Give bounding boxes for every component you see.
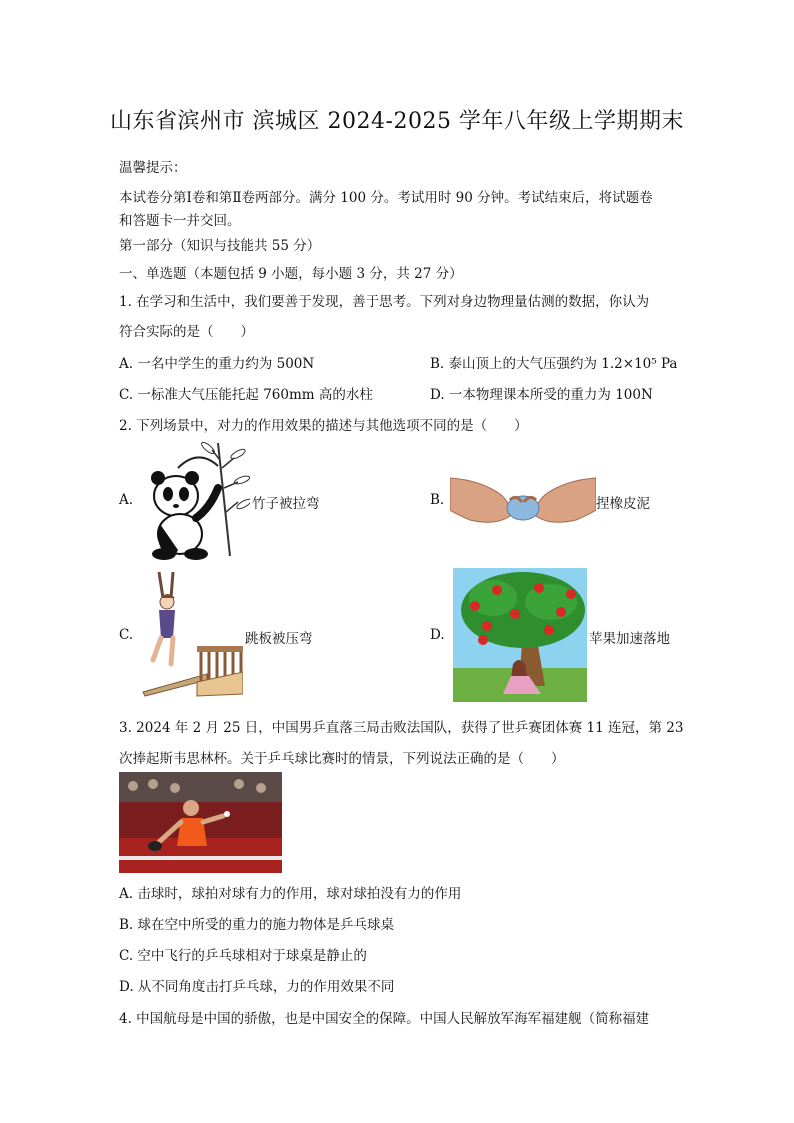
diving-board-image — [137, 568, 243, 698]
q1-option-d: D. 一本物理课本所受的重力为 100N — [430, 387, 653, 403]
q3-option-b: B. 球在空中所受的重力的施力物体是乒乓球桌 — [119, 917, 395, 933]
panda-bamboo-image — [138, 438, 250, 562]
q1-stem-line2: 符合实际的是（ ） — [119, 324, 254, 340]
q3-option-c: C. 空中飞行的乒乓球相对于球桌是静止的 — [119, 948, 367, 964]
hands-clay-image — [450, 470, 596, 530]
q3-stem-line1: 3. 2024 年 2 月 25 日，中国男乒直落三局击败法国队，获得了世乒赛团体赛 11 连冠，第 23 — [119, 720, 684, 736]
tip-line-1: 本试卷分第Ⅰ卷和第Ⅱ卷两部分。满分 100 分。考试用时 90 分钟。考试结束后，将试题卷 — [119, 190, 653, 206]
q1-stem-line1: 1. 在学习和生活中，我们要善于发现，善于思考。下列对身边物理量估测的数据，你认为 — [119, 294, 650, 310]
q2-option-c-caption: 跳板被压弯 — [245, 631, 313, 647]
section1-heading: 一、单选题（本题包括 9 小题，每小题 3 分，共 27 分） — [119, 266, 463, 282]
q2-option-c-letter: C. — [119, 627, 134, 643]
q2-option-d-letter: D. — [430, 627, 445, 643]
q3-stem-line2: 次捧起斯韦思林杯。关于乒乓球比赛时的情景，下列说法正确的是（ ） — [119, 751, 565, 767]
q2-option-a-caption: 竹子被拉弯 — [252, 496, 320, 512]
q1-option-a: A. 一名中学生的重力约为 500N — [119, 356, 315, 372]
q2-option-b-caption: 捏橡皮泥 — [596, 496, 650, 512]
table-tennis-photo — [119, 772, 282, 873]
part1-heading: 第一部分（知识与技能共 55 分） — [119, 238, 321, 254]
q2-option-d-caption: 苹果加速落地 — [589, 631, 670, 647]
q2-option-b-letter: B. — [430, 492, 445, 508]
apple-tree-image — [453, 568, 587, 702]
q3-option-a: A. 击球时，球拍对球有力的作用，球对球拍没有力的作用 — [119, 886, 462, 902]
q1-option-c: C. 一标准大气压能托起 760mm 高的水柱 — [119, 387, 373, 403]
exam-title: 山东省滨州市 滨城区 2024-2025 学年八年级上学期期末 — [110, 109, 684, 134]
q2-option-a-letter: A. — [119, 492, 134, 508]
tip-label: 温馨提示： — [119, 160, 187, 176]
q4-stem-line1: 4. 中国航母是中国的骄傲，也是中国安全的保障。中国人民解放军海军福建舰（简称福建 — [119, 1011, 650, 1027]
q2-stem: 2. 下列场景中，对力的作用效果的描述与其他选项不同的是（ ） — [119, 418, 528, 434]
q3-option-d: D. 从不同角度击打乒乓球，力的作用效果不同 — [119, 979, 395, 995]
tip-line-2: 和答题卡一并交回。 — [119, 213, 241, 229]
q1-option-b: B. 泰山顶上的大气压强约为 1.2×10⁵ Pa — [430, 356, 678, 372]
